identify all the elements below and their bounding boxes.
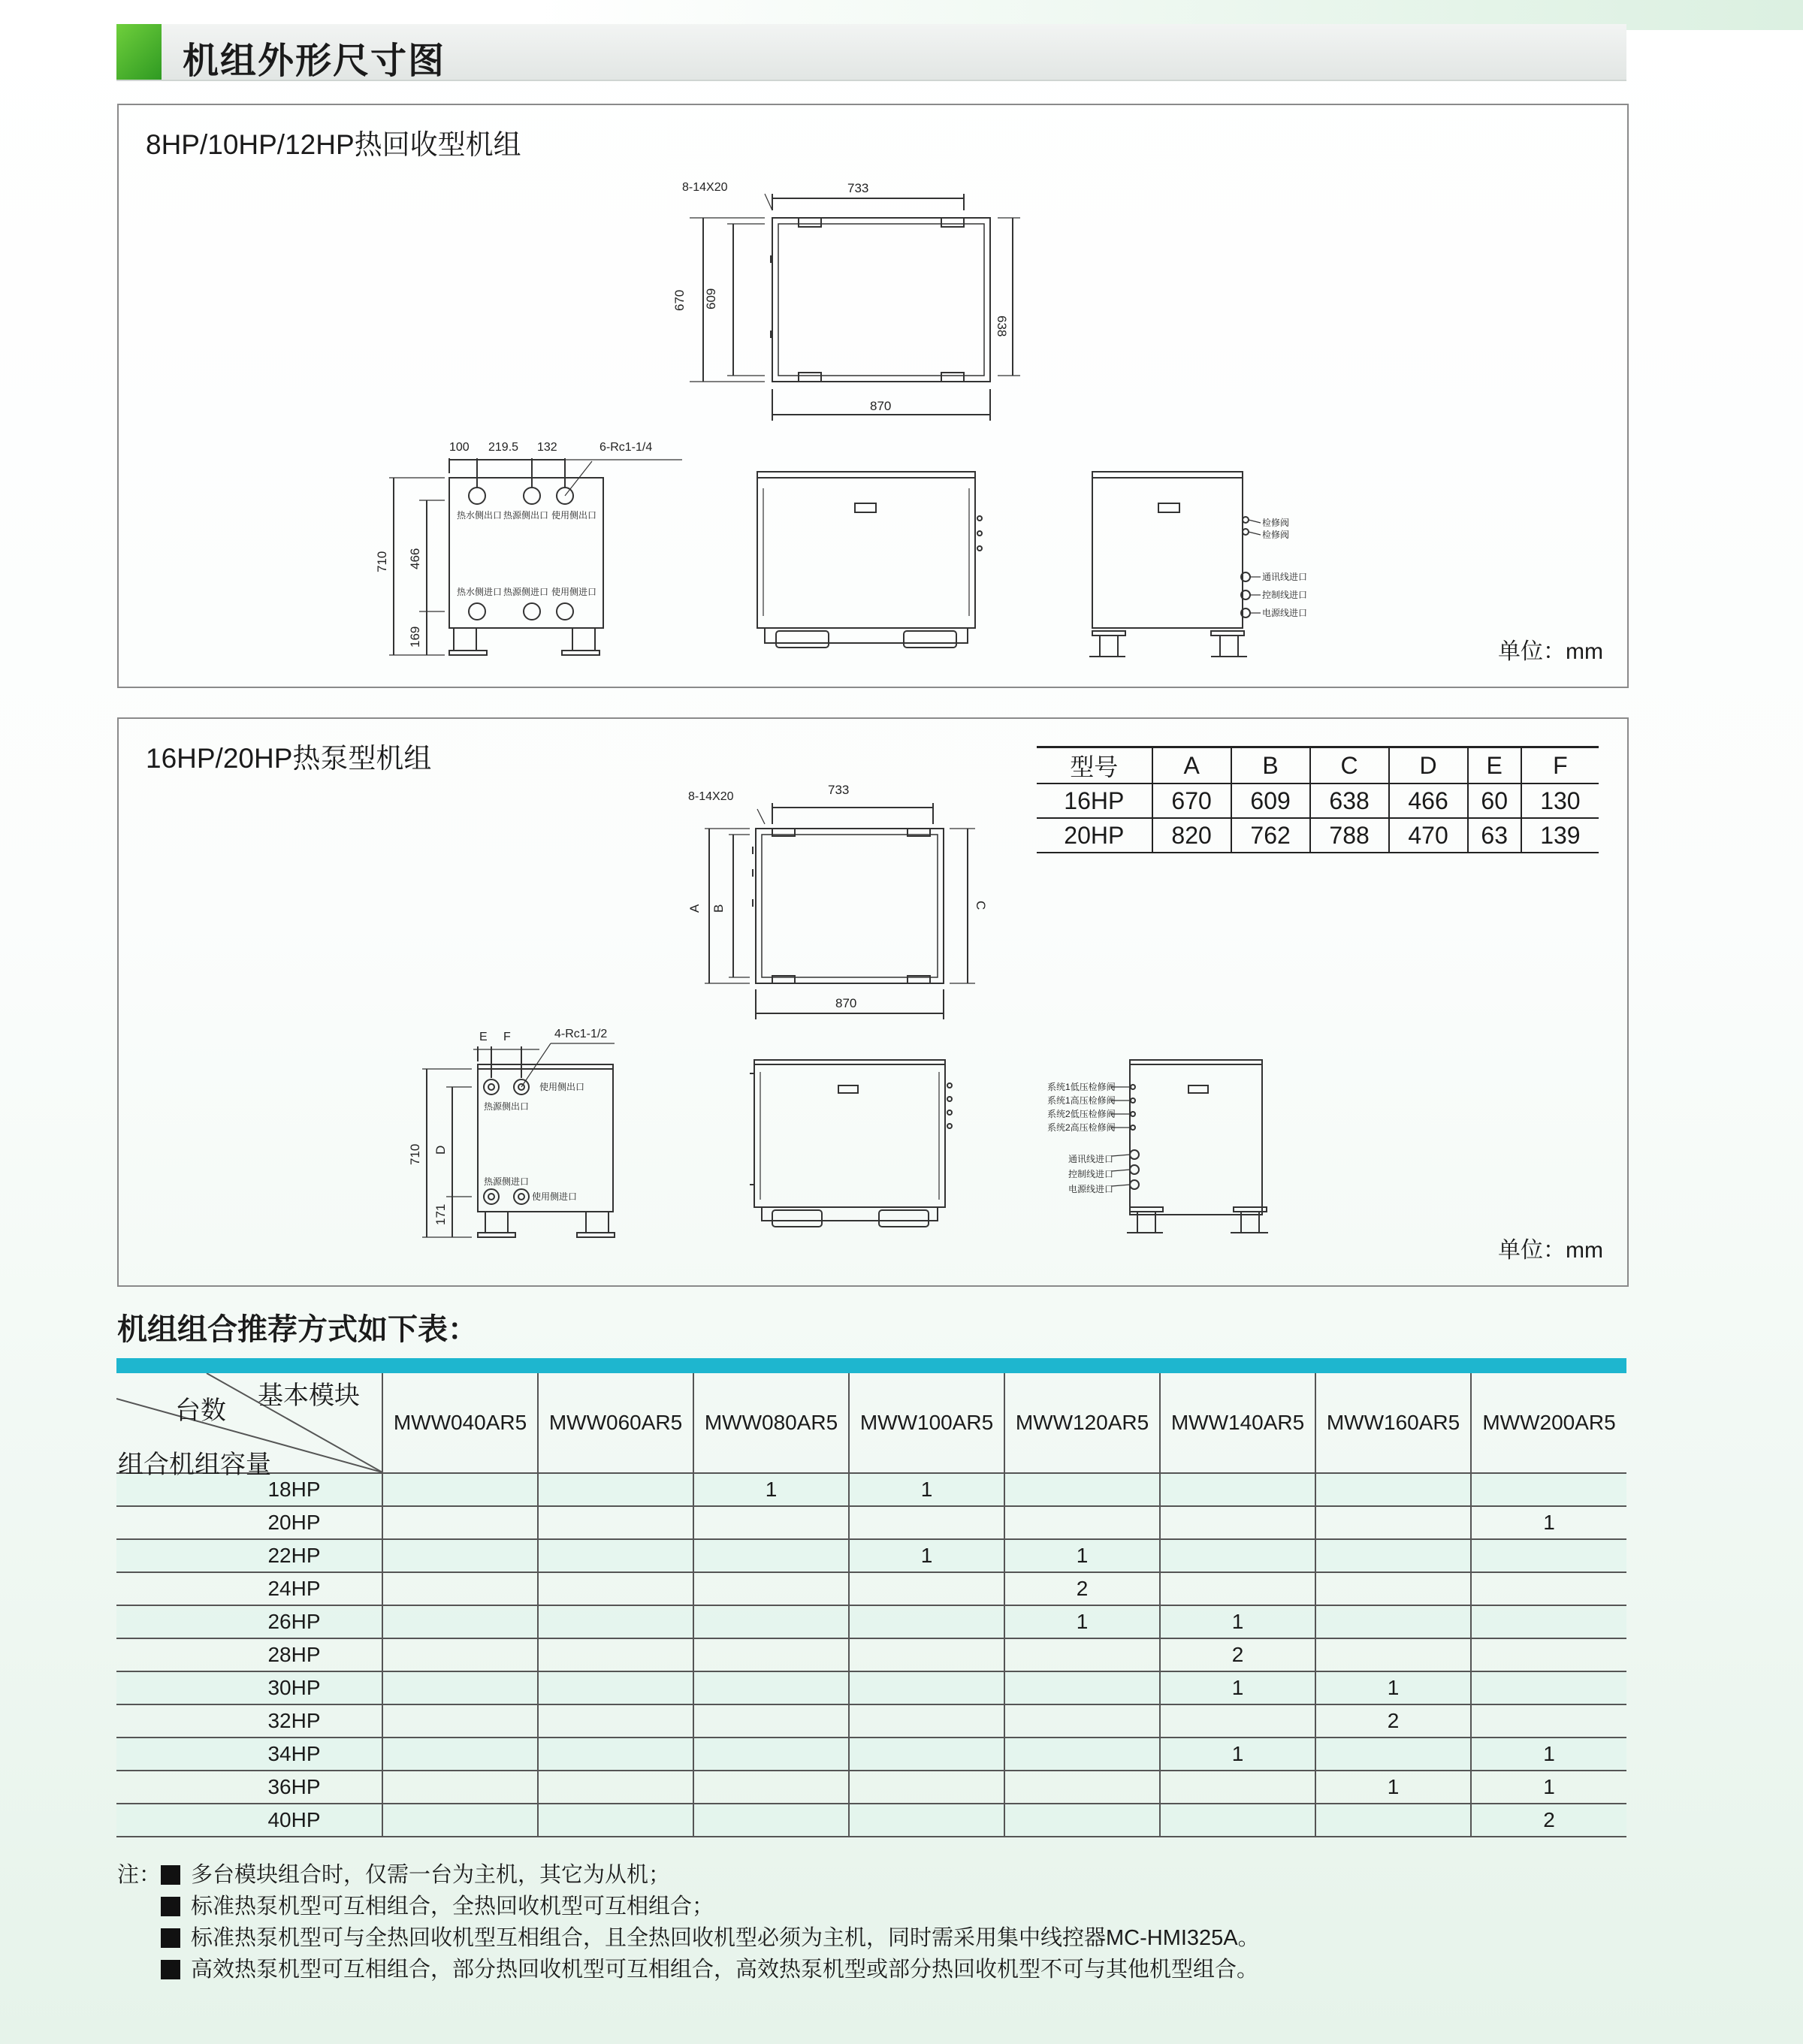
count-cell	[1004, 1704, 1160, 1738]
dim-cell: 470	[1389, 818, 1468, 853]
count-cell	[538, 1738, 693, 1771]
model-header: MWW160AR5	[1315, 1373, 1471, 1473]
p1-side-d1: 100	[449, 441, 470, 454]
page-title: 机组外形尺寸图	[183, 41, 446, 81]
combination-header-bar	[116, 1358, 1626, 1373]
p1-height: 710	[375, 551, 389, 572]
panel2-title: 16HP/20HP热泵型机组	[146, 743, 432, 774]
dim-header-model: 型号	[1070, 753, 1119, 780]
count-cell	[538, 1539, 693, 1572]
count-cell	[1315, 1539, 1471, 1572]
table-row	[116, 1671, 1626, 1704]
count-cell: 1	[1471, 1506, 1626, 1539]
count-cell	[849, 1804, 1004, 1837]
p2-port-1: 使用侧出口	[539, 1082, 585, 1092]
capacity-cell: 24HP	[116, 1572, 382, 1605]
dim-cell: 609	[1231, 783, 1310, 818]
count-cell	[1471, 1572, 1626, 1605]
count-cell	[1004, 1638, 1160, 1671]
table-row	[116, 1738, 1626, 1771]
note-item	[117, 1922, 1260, 1954]
combination-table-body	[116, 1473, 1626, 1837]
count-cell	[1004, 1771, 1160, 1804]
corner-count-label: 台数	[175, 1396, 226, 1425]
count-cell	[693, 1804, 849, 1837]
p2-label-f: F	[503, 1031, 511, 1043]
p1-top-view	[690, 194, 1020, 421]
p1-side-label-3: 通讯线进口	[1262, 572, 1308, 582]
count-cell	[382, 1704, 538, 1738]
capacity-cell: 22HP	[116, 1539, 382, 1572]
p1-front-view	[757, 472, 982, 648]
capacity-cell: 30HP	[116, 1671, 382, 1704]
count-cell	[538, 1771, 693, 1804]
model-header: MWW040AR5	[382, 1373, 538, 1473]
dim-header-c: C	[1310, 747, 1389, 784]
count-cell	[849, 1771, 1004, 1804]
p1-side-view	[389, 458, 682, 655]
count-cell	[538, 1638, 693, 1671]
count-cell: 2	[1315, 1704, 1471, 1738]
count-cell: 1	[1160, 1671, 1315, 1704]
p1-side-d3: 132	[537, 441, 557, 454]
count-cell	[538, 1671, 693, 1704]
p2-label-a: A	[687, 904, 702, 913]
p1-port-top-3: 使用侧出口	[551, 510, 597, 521]
capacity-cell: 18HP	[116, 1473, 382, 1506]
p2-right-view	[1110, 1060, 1268, 1233]
count-cell	[1160, 1804, 1315, 1837]
panel1-drawing	[119, 105, 1627, 687]
count-cell	[382, 1638, 538, 1671]
p1-inner-depth: 609	[704, 288, 718, 309]
p1-port-bottom-1: 热水侧进口	[457, 587, 503, 597]
table-row	[116, 1638, 1626, 1671]
p1-right-view	[1089, 472, 1261, 657]
count-cell	[382, 1539, 538, 1572]
count-cell	[382, 1506, 538, 1539]
count-cell	[1160, 1704, 1315, 1738]
p1-side-label-1: 检修阀	[1262, 518, 1290, 528]
p2-port-3: 热源侧进口	[484, 1176, 530, 1187]
table-row	[116, 1539, 1626, 1572]
count-cell	[1315, 1738, 1471, 1771]
dim-cell: 130	[1521, 783, 1599, 818]
p2-side-view	[422, 1043, 615, 1237]
p2-top-view	[705, 803, 975, 1019]
p1-port-bottom-2: 热源侧进口	[503, 587, 549, 597]
p1-base-height: 169	[408, 626, 422, 648]
p2-bottom-width: 870	[835, 996, 857, 1010]
count-cell	[693, 1671, 849, 1704]
dim-header-e: E	[1468, 747, 1521, 784]
dimension-row-20hp	[1037, 818, 1599, 853]
p1-mid-height: 466	[408, 548, 422, 569]
count-cell	[382, 1473, 538, 1506]
dimension-table	[1037, 746, 1599, 853]
bullet-square-icon	[161, 1928, 180, 1948]
count-cell	[1471, 1605, 1626, 1638]
count-cell	[1004, 1671, 1160, 1704]
count-cell: 1	[1471, 1738, 1626, 1771]
p1-bolt-label: 8-14X20	[682, 181, 728, 194]
count-cell	[1471, 1671, 1626, 1704]
model-header: MWW100AR5	[849, 1373, 1004, 1473]
count-cell: 1	[1160, 1738, 1315, 1771]
p2-label-d: D	[433, 1145, 448, 1155]
dimension-table-header	[1037, 747, 1599, 784]
table-row	[116, 1804, 1626, 1837]
dimension-row-16hp	[1037, 783, 1599, 818]
count-cell	[693, 1539, 849, 1572]
capacity-cell: 34HP	[116, 1738, 382, 1771]
bullet-square-icon	[161, 1897, 180, 1916]
p2-bolt-label: 8-14X20	[688, 790, 734, 803]
corner-module-label: 基本模块	[258, 1381, 360, 1410]
count-cell	[1160, 1506, 1315, 1539]
count-cell	[693, 1605, 849, 1638]
p1-side-label-4: 控制线进口	[1262, 590, 1308, 600]
p2-base-height: 171	[433, 1203, 448, 1225]
count-cell: 2	[1471, 1804, 1626, 1837]
p2-port-2: 热源侧出口	[484, 1101, 530, 1112]
count-cell	[849, 1638, 1004, 1671]
capacity-cell: 26HP	[116, 1605, 382, 1638]
model-header: MWW140AR5	[1160, 1373, 1315, 1473]
note-text: 标准热泵机型可与全热回收机型互相组合，且全热回收机型必须为主机，同时需采用集中线控器MC-HMI325A。	[191, 1926, 1260, 1950]
capacity-cell: 36HP	[116, 1771, 382, 1804]
dim-cell: 16HP	[1064, 787, 1125, 814]
count-cell	[1471, 1704, 1626, 1738]
model-header: MWW060AR5	[538, 1373, 693, 1473]
count-cell	[1315, 1638, 1471, 1671]
count-cell	[1315, 1506, 1471, 1539]
capacity-cell: 32HP	[116, 1704, 382, 1738]
count-cell: 2	[1160, 1638, 1315, 1671]
count-cell	[1315, 1605, 1471, 1638]
p2-port-4: 使用侧进口	[532, 1191, 578, 1202]
count-cell: 2	[1004, 1572, 1160, 1605]
p2-top-width: 733	[828, 783, 850, 797]
count-cell	[1471, 1638, 1626, 1671]
p2-front-view	[750, 1060, 952, 1227]
count-cell	[693, 1506, 849, 1539]
combination-table	[116, 1373, 1626, 1837]
dim-cell: 820	[1152, 818, 1231, 853]
count-cell	[849, 1671, 1004, 1704]
p1-side-label-2: 检修阀	[1262, 530, 1290, 540]
count-cell	[693, 1738, 849, 1771]
dim-cell: 762	[1231, 818, 1310, 853]
p2-side-label-4: 系统2高压检修阀	[1047, 1122, 1116, 1133]
count-cell	[849, 1572, 1004, 1605]
count-cell	[1160, 1771, 1315, 1804]
count-cell: 1	[1160, 1605, 1315, 1638]
p1-bottom-width: 870	[870, 399, 892, 413]
count-cell	[1471, 1473, 1626, 1506]
p2-side-label-6: 控制线进口	[1068, 1169, 1114, 1179]
count-cell	[849, 1704, 1004, 1738]
combination-header-row	[116, 1373, 1626, 1473]
note-item	[117, 1954, 1260, 1985]
dim-cell: 788	[1310, 818, 1389, 853]
note-text: 高效热泵机型可互相组合，部分热回收机型可互相组合，高效热泵机型或部分热回收机型不可与其他机型组合。	[191, 1958, 1259, 1982]
bullet-square-icon	[161, 1960, 180, 1979]
count-cell	[382, 1572, 538, 1605]
table-row	[116, 1473, 1626, 1506]
p2-side-label-1: 系统1低压检修阀	[1047, 1082, 1116, 1092]
dim-cell: 20HP	[1064, 821, 1125, 849]
note-item	[117, 1891, 1260, 1922]
p2-side-pipes: 4-Rc1-1/2	[554, 1028, 608, 1040]
count-cell	[849, 1605, 1004, 1638]
dim-cell: 670	[1152, 783, 1231, 818]
capacity-cell: 40HP	[116, 1804, 382, 1837]
table-row	[116, 1771, 1626, 1804]
p1-outer-depth: 670	[672, 289, 687, 311]
count-cell	[1315, 1572, 1471, 1605]
count-cell: 1	[849, 1539, 1004, 1572]
count-cell	[538, 1605, 693, 1638]
dim-cell: 60	[1468, 783, 1521, 818]
p1-port-bottom-3: 使用侧进口	[551, 587, 597, 597]
count-cell	[849, 1738, 1004, 1771]
count-cell	[1315, 1804, 1471, 1837]
count-cell	[1004, 1804, 1160, 1837]
count-cell: 1	[693, 1473, 849, 1506]
count-cell	[1004, 1738, 1160, 1771]
count-cell	[693, 1771, 849, 1804]
p2-height: 710	[408, 1143, 422, 1165]
table-row	[116, 1572, 1626, 1605]
dim-header-f: F	[1521, 747, 1599, 784]
p1-side-label-5: 电源线进口	[1262, 608, 1308, 618]
panel1-unit: 单位：mm	[1498, 639, 1603, 664]
count-cell	[1315, 1473, 1471, 1506]
p2-side-label-2: 系统1高压检修阀	[1047, 1095, 1116, 1106]
count-cell: 1	[1004, 1605, 1160, 1638]
note-text: 标准热泵机型可互相组合，全热回收机型可互相组合；	[191, 1895, 714, 1919]
count-cell	[1160, 1539, 1315, 1572]
p1-port-top-1: 热水侧出口	[457, 510, 503, 521]
count-cell: 1	[1315, 1771, 1471, 1804]
model-header: MWW080AR5	[693, 1373, 849, 1473]
capacity-cell: 20HP	[116, 1506, 382, 1539]
page-header	[116, 24, 1626, 81]
dim-header-b: B	[1231, 747, 1310, 784]
count-cell	[693, 1572, 849, 1605]
p2-side-label-5: 通讯线进口	[1068, 1154, 1114, 1164]
header-accent-square	[116, 24, 162, 80]
count-cell	[693, 1638, 849, 1671]
count-cell	[382, 1605, 538, 1638]
combination-title: 机组组合推荐方式如下表：	[117, 1313, 478, 1346]
note-item	[117, 1859, 1260, 1891]
count-cell	[382, 1738, 538, 1771]
p2-label-e: E	[479, 1031, 488, 1043]
count-cell	[1004, 1473, 1160, 1506]
p1-side-pipes: 6-Rc1-1/4	[599, 441, 653, 454]
p1-side-d2: 219.5	[488, 441, 519, 454]
p1-right-depth: 638	[995, 316, 1009, 337]
dim-cell: 63	[1468, 818, 1521, 853]
count-cell	[538, 1473, 693, 1506]
combination-corner-cell	[116, 1373, 382, 1479]
count-cell	[1471, 1539, 1626, 1572]
panel2-unit: 单位：mm	[1498, 1238, 1603, 1263]
dim-cell: 638	[1310, 783, 1389, 818]
count-cell	[382, 1804, 538, 1837]
panel1-title: 8HP/10HP/12HP热回收型机组	[146, 129, 521, 160]
table-row	[116, 1704, 1626, 1738]
notes	[117, 1859, 1260, 1985]
p2-label-c: C	[974, 901, 988, 910]
count-cell	[1160, 1473, 1315, 1506]
panel-heat-recovery	[117, 104, 1629, 688]
capacity-cell: 28HP	[116, 1638, 382, 1671]
bullet-square-icon	[161, 1865, 180, 1885]
count-cell: 1	[849, 1473, 1004, 1506]
count-cell	[1160, 1572, 1315, 1605]
dim-header-a: A	[1152, 747, 1231, 784]
corner-capacity-label: 组合机组容量	[118, 1451, 271, 1479]
count-cell: 1	[1004, 1539, 1160, 1572]
count-cell	[538, 1506, 693, 1539]
count-cell	[538, 1704, 693, 1738]
count-cell: 1	[1471, 1771, 1626, 1804]
notes-prefix: 注：	[117, 1863, 162, 1887]
count-cell	[538, 1804, 693, 1837]
count-cell	[849, 1506, 1004, 1539]
p1-port-top-2: 热源侧出口	[503, 510, 549, 521]
count-cell	[1004, 1506, 1160, 1539]
count-cell: 1	[1315, 1671, 1471, 1704]
count-cell	[382, 1671, 538, 1704]
model-header: MWW200AR5	[1471, 1373, 1626, 1473]
dim-header-d: D	[1389, 747, 1468, 784]
p1-top-width: 733	[847, 181, 869, 195]
count-cell	[382, 1771, 538, 1804]
note-text: 多台模块组合时，仅需一台为主机，其它为从机；	[191, 1863, 671, 1887]
model-header: MWW120AR5	[1004, 1373, 1160, 1473]
p2-label-b: B	[711, 904, 726, 913]
p2-side-label-7: 电源线进口	[1068, 1184, 1114, 1194]
dim-cell: 466	[1389, 783, 1468, 818]
dim-cell: 139	[1521, 818, 1599, 853]
table-row	[116, 1506, 1626, 1539]
table-row	[116, 1605, 1626, 1638]
count-cell	[538, 1572, 693, 1605]
p2-side-label-3: 系统2低压检修阀	[1047, 1109, 1116, 1119]
count-cell	[693, 1704, 849, 1738]
